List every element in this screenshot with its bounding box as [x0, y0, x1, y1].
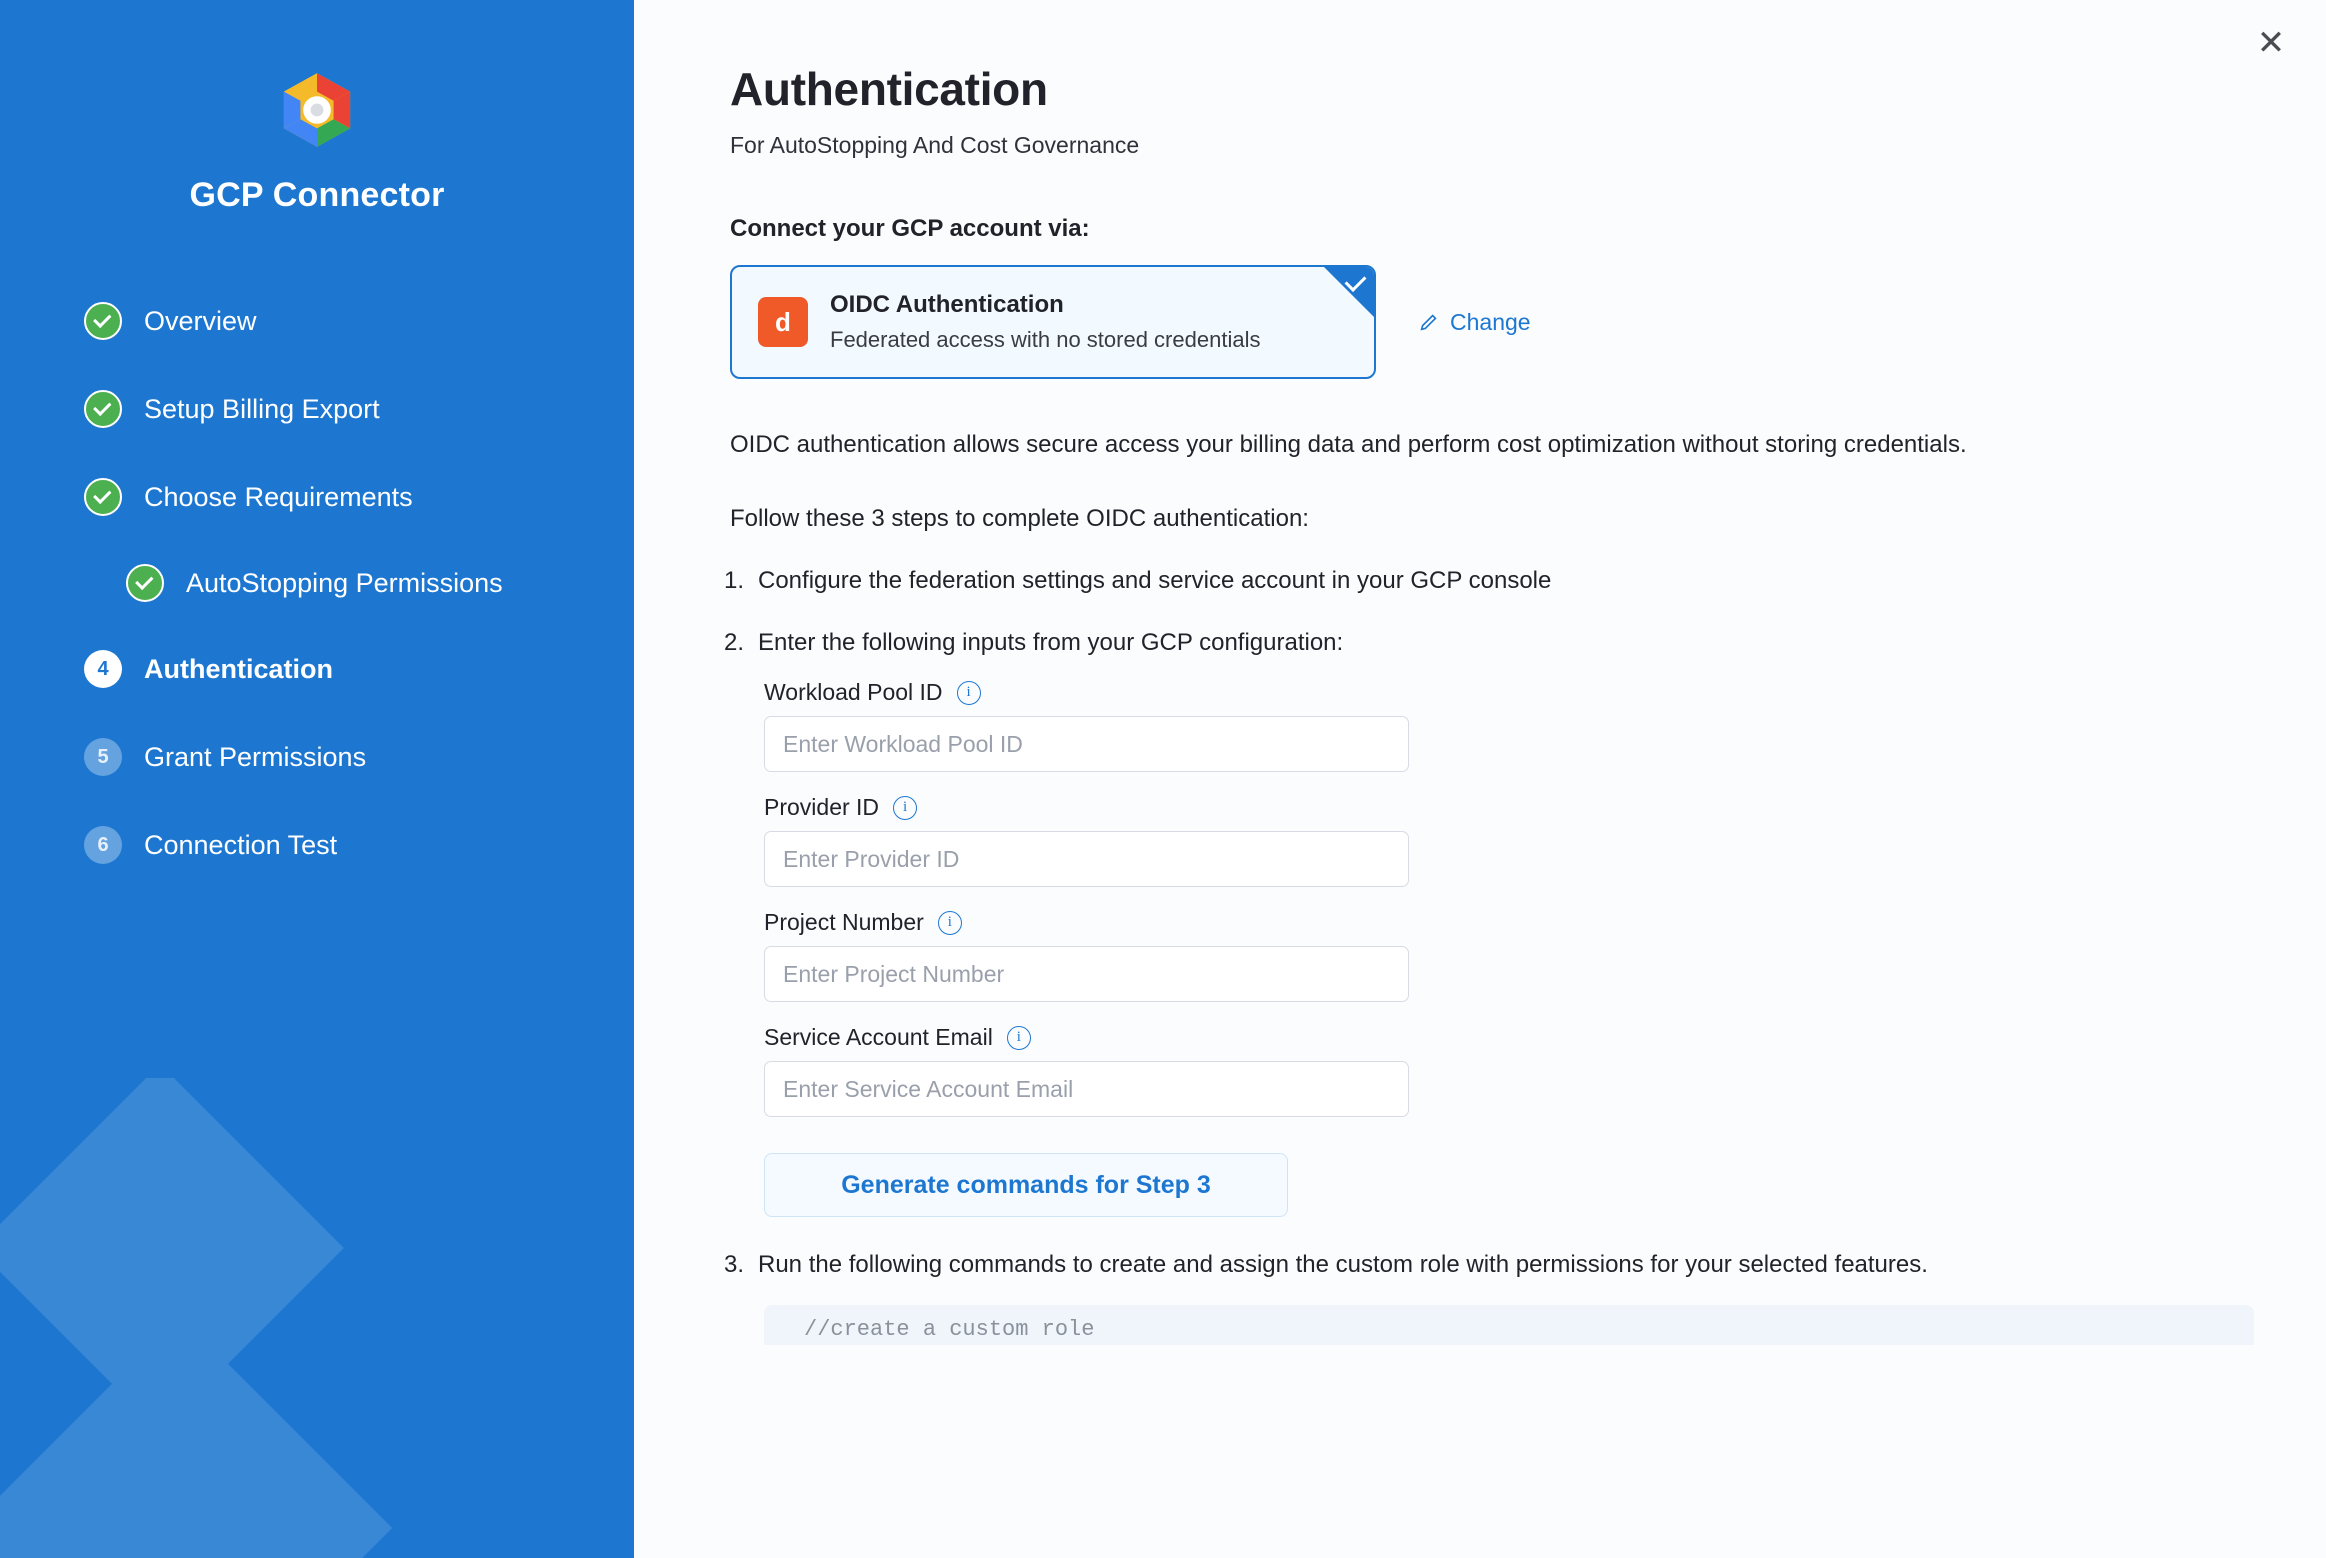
wizard-steps: [0, 277, 634, 889]
provider-id-label: Provider ID: [764, 794, 880, 820]
info-icon[interactable]: i: [957, 681, 981, 705]
sidebar-brand-title: GCP Connector: [189, 176, 445, 214]
close-icon[interactable]: ✕: [2256, 24, 2286, 62]
info-icon[interactable]: i: [893, 796, 917, 820]
oidc-description: OIDC authentication allows secure access your billing data and perform cost optimization without storing credentials.: [730, 431, 1967, 458]
service-account-email-field-group: [764, 1024, 2270, 1117]
step-1-item: [724, 567, 2270, 595]
selected-corner-badge: [1324, 267, 1374, 317]
workload-pool-id-field-group: [764, 679, 2270, 772]
sidebar-item-overview[interactable]: [84, 277, 634, 365]
steps-intro-text: Follow these 3 steps to complete OIDC authentication:: [730, 505, 1309, 532]
generate-commands-button[interactable]: Generate commands for Step 3: [764, 1153, 1288, 1217]
page-subtitle: For AutoStopping And Cost Governance: [730, 132, 1140, 158]
step-2-number: 2.: [724, 629, 745, 656]
sidebar-item-label: Connection Test: [144, 829, 338, 860]
project-number-label: Project Number: [764, 909, 924, 935]
sidebar-item-label: Authentication: [144, 653, 333, 684]
check-icon: [84, 302, 122, 340]
workload-pool-id-input[interactable]: [764, 716, 1409, 772]
sidebar-item-autostopping-permissions[interactable]: [84, 541, 634, 625]
service-account-email-input[interactable]: [764, 1061, 1409, 1117]
main-panel: [634, 0, 2326, 1558]
sidebar-item-label: Overview: [144, 305, 257, 336]
step-3-number: 3.: [724, 1251, 745, 1278]
info-icon[interactable]: i: [938, 911, 962, 935]
commands-code-block[interactable]: //create a custom role: [764, 1305, 2254, 1345]
project-number-field-group: [764, 909, 2270, 1002]
step-1-text: Configure the federation settings and service account in your GCP console: [758, 567, 1552, 594]
step-3-item: [724, 1251, 2270, 1279]
service-account-email-label: Service Account Email: [764, 1024, 993, 1050]
step-2-item: [724, 629, 2270, 657]
page-title: Authentication: [730, 63, 1048, 115]
change-auth-method-button[interactable]: [1418, 309, 1531, 336]
project-number-input[interactable]: [764, 946, 1409, 1002]
project-number-label-row: [764, 909, 2270, 936]
auth-method-row: [730, 265, 2270, 379]
sidebar-item-grant-permissions[interactable]: [84, 713, 634, 801]
sidebar-item-label: Setup Billing Export: [144, 393, 380, 424]
step-2-text: Enter the following inputs from your GCP configuration:: [758, 629, 1344, 656]
step-number-badge: 4: [84, 650, 122, 688]
connect-account-label: Connect your GCP account via:: [730, 215, 1090, 242]
info-icon[interactable]: i: [1007, 1026, 1031, 1050]
workload-pool-id-label-row: [764, 679, 2270, 706]
sidebar-item-setup-billing-export[interactable]: [84, 365, 634, 453]
sidebar-item-label: Choose Requirements: [144, 481, 413, 512]
check-icon: [84, 478, 122, 516]
step-number-badge: 5: [84, 738, 122, 776]
oidc-input-fields: [764, 679, 2270, 1217]
workload-pool-id-label: Workload Pool ID: [764, 679, 943, 705]
service-account-email-label-row: [764, 1024, 2270, 1051]
provider-id-input[interactable]: [764, 831, 1409, 887]
check-icon: [84, 390, 122, 428]
sidebar-item-label: Grant Permissions: [144, 741, 367, 772]
check-icon: [126, 564, 164, 602]
auth-method-description: Federated access with no stored credentials: [830, 327, 1261, 352]
oidc-authentication-card[interactable]: [730, 265, 1376, 379]
step-1-number: 1.: [724, 567, 745, 594]
sidebar-item-authentication[interactable]: [84, 625, 634, 713]
sidebar-item-label: AutoStopping Permissions: [186, 567, 503, 598]
change-label: Change: [1450, 308, 1531, 335]
sidebar-item-connection-test[interactable]: [84, 801, 634, 889]
auth-method-name: OIDC Authentication: [830, 291, 1064, 318]
oidc-icon: d: [758, 297, 808, 347]
step-3-text: Run the following commands to create and assign the custom role with permissions for your selected features.: [758, 1251, 1928, 1278]
background-decoration: [0, 1078, 500, 1558]
gcp-hexagon-logo-icon: [271, 64, 363, 156]
provider-id-field-group: [764, 794, 2270, 887]
sidebar-item-choose-requirements[interactable]: [84, 453, 634, 541]
wizard-sidebar: [0, 0, 634, 1558]
provider-id-label-row: [764, 794, 2270, 821]
step-number-badge: 6: [84, 826, 122, 864]
pencil-icon: [1418, 311, 1440, 333]
